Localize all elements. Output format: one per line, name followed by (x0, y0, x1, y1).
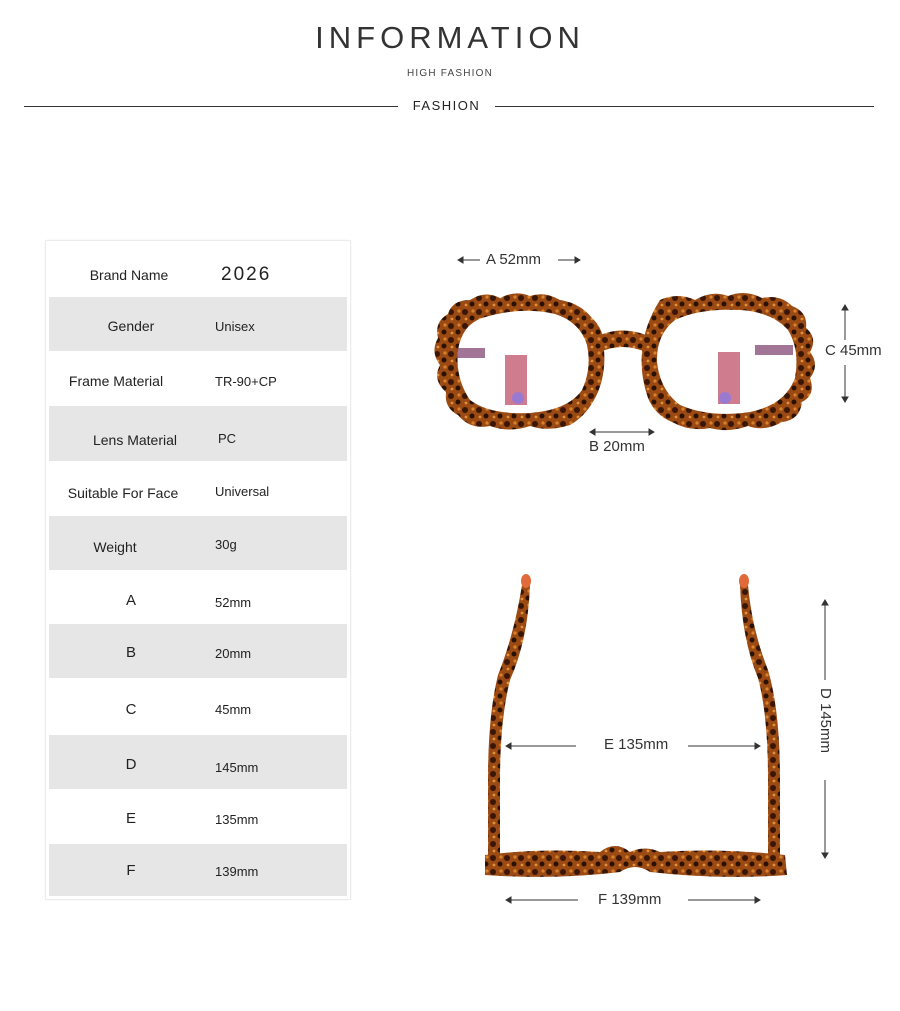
top-temple-right (740, 585, 780, 860)
top-view-glasses (485, 574, 787, 877)
spec-value: 52mm (215, 595, 252, 610)
dim-f-label: F 139mm (598, 891, 662, 908)
spec-label: B (125, 644, 136, 661)
spec-label: A (125, 592, 136, 609)
dim-c-label: C 45mm (825, 342, 882, 359)
front-temple-right (718, 345, 793, 404)
dim-b-label: B 20mm (589, 438, 645, 455)
spec-label: Suitable For Face (67, 485, 179, 501)
spec-value: Unisex (215, 319, 255, 334)
dim-b-arrow (590, 429, 654, 435)
spec-value: 45mm (215, 702, 252, 717)
spec-value: Universal (215, 484, 270, 499)
spec-value: TR-90+CP (215, 374, 277, 389)
spec-label: E (125, 810, 136, 827)
section-label: FASHION (412, 98, 481, 113)
page-subtitle: HIGH FASHION (406, 68, 494, 79)
top-temple-left (488, 585, 530, 860)
spec-label: D (125, 756, 137, 773)
dim-e-label: E 135mm (604, 736, 669, 753)
dim-d-label: D 145mm (817, 688, 834, 754)
spec-value: PC (218, 431, 237, 446)
page-title: INFORMATION (315, 20, 585, 55)
temple-tip-left (521, 574, 531, 588)
spec-label: C (125, 701, 137, 718)
spec-value: 20mm (215, 646, 252, 661)
spec-label: Gender (107, 318, 155, 334)
spec-label: Brand Name (89, 267, 169, 283)
spec-label: F (126, 862, 136, 879)
top-front-frame (485, 846, 787, 877)
front-bridge (600, 331, 646, 353)
spec-label: Weight (93, 539, 137, 555)
spec-value: 139mm (215, 864, 259, 879)
dim-a-label: A 52mm (486, 251, 542, 268)
spec-value: 135mm (215, 812, 259, 827)
spec-value: 2026 (221, 264, 272, 285)
spec-label: Lens Material (92, 432, 178, 448)
spec-value: 30g (215, 537, 237, 552)
temple-tip-right (739, 574, 749, 588)
spec-value: 145mm (215, 760, 259, 775)
spec-label: Frame Material (68, 373, 164, 389)
